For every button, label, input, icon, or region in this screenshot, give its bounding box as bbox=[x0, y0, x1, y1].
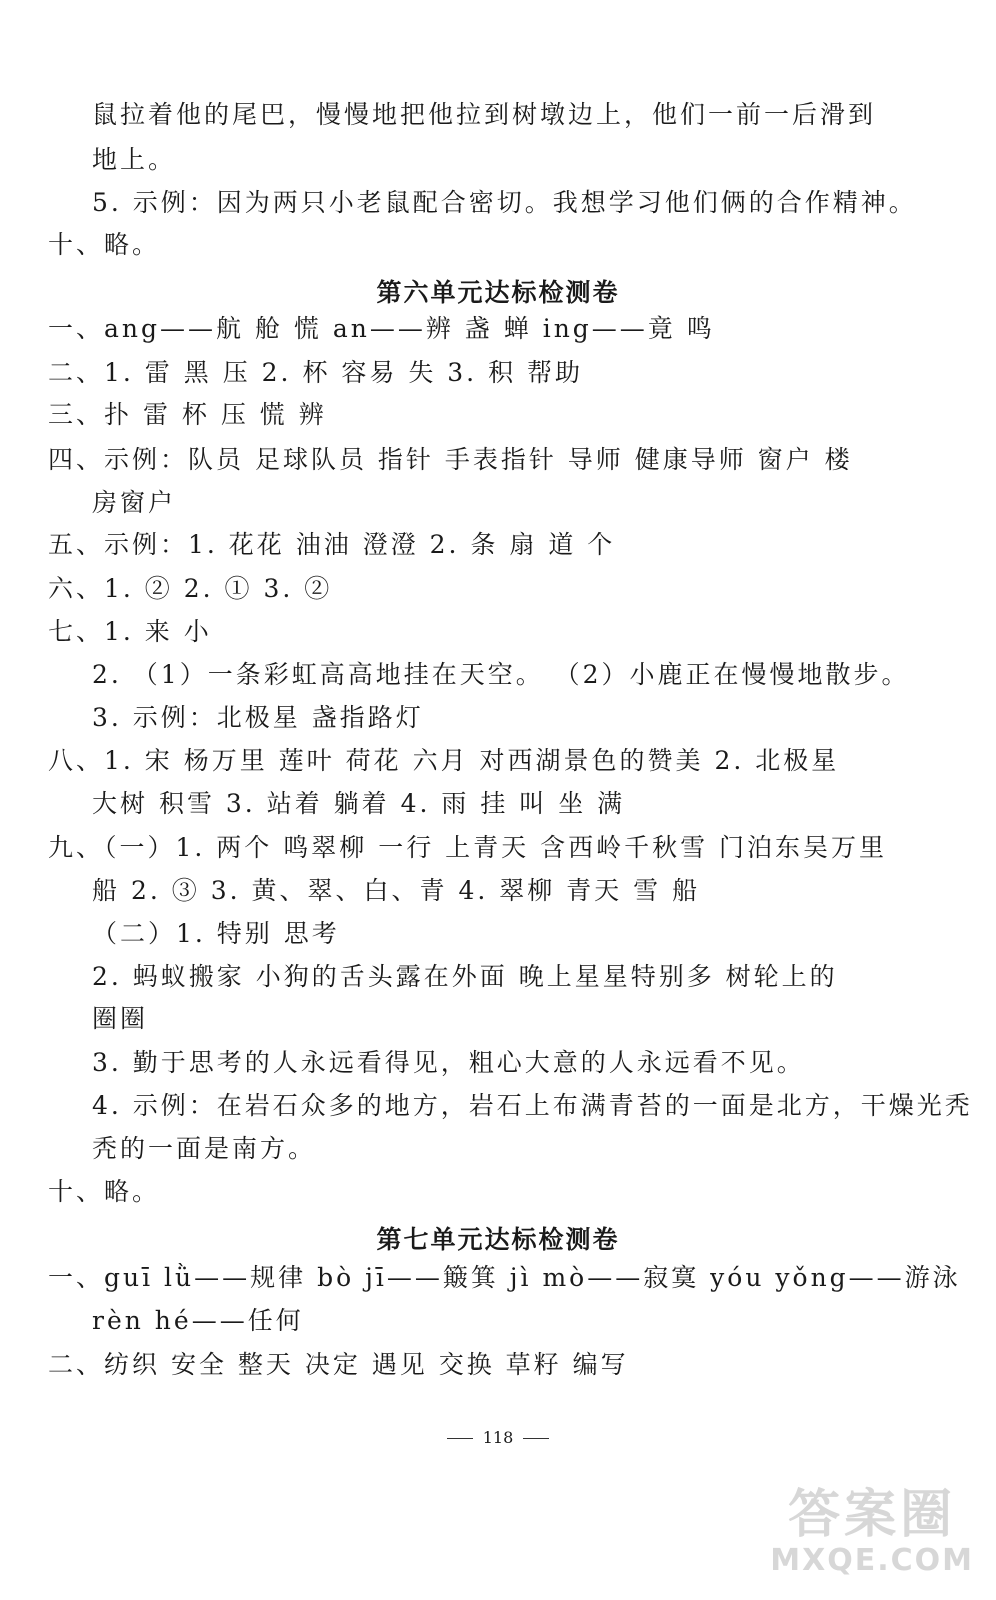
text-line: 房窗户 bbox=[92, 488, 177, 517]
text-line: 九、（一）1. 两个 鸣翠柳 一行 上青天 含西岭千秋雪 门泊东吴万里 bbox=[48, 833, 888, 862]
text-line: （二）1. 特别 思考 bbox=[92, 919, 340, 948]
page-number-dash-left bbox=[447, 1438, 473, 1439]
watermark-text-top: 答案圈 bbox=[788, 1485, 957, 1545]
text-line: 大树 积雪 3. 站着 躺着 4. 雨 挂 叫 坐 满 bbox=[92, 789, 626, 818]
text-line: 五、示例：1. 花花 油油 澄澄 2. 条 扇 道 个 bbox=[48, 530, 616, 559]
text-line: 地上。 bbox=[92, 145, 177, 174]
page-number-dash-right bbox=[523, 1438, 549, 1439]
text-line: 5. 示例：因为两只小老鼠配合密切。我想学习他们俩的合作精神。 bbox=[92, 188, 917, 217]
text-line: 秃的一面是南方。 bbox=[92, 1134, 317, 1163]
page-number-row bbox=[0, 1428, 996, 1447]
text-line: 十、略。 bbox=[48, 1177, 161, 1206]
text-line: 船 2. ③ 3. 黄、翠、白、青 4. 翠柳 青天 雪 船 bbox=[92, 876, 701, 905]
watermark-logo bbox=[770, 1486, 974, 1578]
section-title: 第七单元达标检测卷 bbox=[376, 1225, 620, 1254]
text-line: 一、ang——航 舱 慌 an——辨 盏 蝉 ing——竟 鸣 bbox=[48, 314, 715, 343]
text-line: 七、1. 来 小 bbox=[48, 617, 212, 646]
text-line: 3. 示例：北极星 盏指路灯 bbox=[92, 703, 424, 732]
text-line: 3. 勤于思考的人永远看得见，粗心大意的人永远看不见。 bbox=[92, 1048, 805, 1077]
text-line: 圈圈 bbox=[92, 1004, 149, 1033]
text-line: 六、1. ② 2. ① 3. ② bbox=[48, 574, 333, 603]
text-line: 2. （1）一条彩虹高高地挂在天空。 （2）小鹿正在慢慢地散步。 bbox=[92, 660, 910, 689]
text-line: 一、guī lǜ——规律 bò jī——簸箕 jì mò——寂寞 yóu yǒng——游泳 bbox=[48, 1263, 961, 1292]
section-title: 第六单元达标检测卷 bbox=[376, 278, 620, 307]
text-line: 鼠拉着他的尾巴，慢慢地把他拉到树墩边上，他们一前一后滑到 bbox=[92, 100, 877, 129]
text-line: 二、纺织 安全 整天 决定 遇见 交换 草籽 编写 bbox=[48, 1350, 629, 1379]
text-line: 2. 蚂蚁搬家 小狗的舌头露在外面 晚上星星特别多 树轮上的 bbox=[92, 962, 838, 991]
text-line: 二、1. 雷 黑 压 2. 杯 容易 失 3. 积 帮助 bbox=[48, 358, 584, 387]
text-line: rèn hé——任何 bbox=[92, 1306, 304, 1335]
watermark-text-bottom: MXQE.COM bbox=[770, 1543, 974, 1578]
text-line: 三、扑 雷 杯 压 慌 辨 bbox=[48, 400, 327, 429]
text-line: 四、示例：队员 足球队员 指针 手表指针 导师 健康导师 窗户 楼 bbox=[48, 445, 853, 474]
text-line: 4. 示例：在岩石众多的地方，岩石上布满青苔的一面是北方，干燥光秃 bbox=[92, 1091, 973, 1120]
text-line: 八、1. 宋 杨万里 莲叶 荷花 六月 对西湖景色的赞美 2. 北极星 bbox=[48, 746, 840, 775]
text-line: 十、略。 bbox=[48, 230, 161, 259]
page-number: 118 bbox=[482, 1428, 514, 1447]
